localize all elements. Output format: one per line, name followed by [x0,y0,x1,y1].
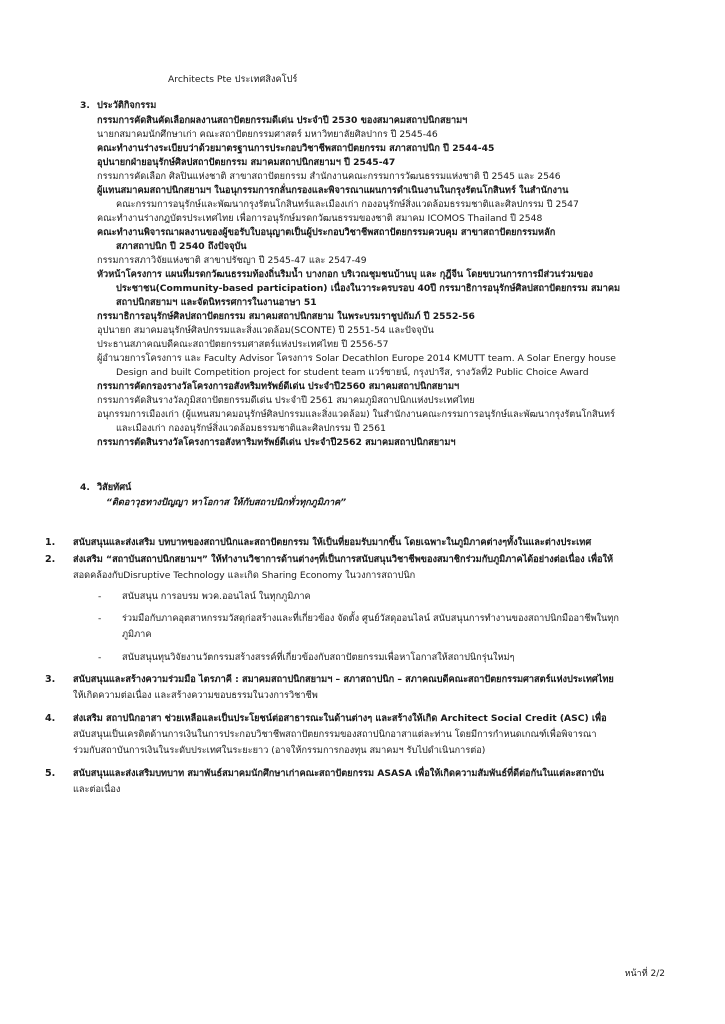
activity-line: สภาสถาปนิก ปี 2540 ถึงปัจจุบัน [116,241,247,252]
bullet-line: สนับสนุน การอบรม พวค.ออนไลน์ ในทุกภูมิภาค [122,591,311,602]
policy-number: 5. [45,768,56,779]
section3-number: 3. [80,100,90,111]
policy-line: สนับสนุนเป็นเครดิตด้านการเงินในการประกอบวิชาชีพสถาปัตยกรรมของสถาปนิกอาสาแต่ละท่าน โดยมีการกำหนดเกณฑ์เพื่อพิจารณา [73,729,597,740]
activity-line: คณะทำงานพิจารณาผลงานของผู้ขอรับใบอนุญาตเป็นผู้ประกอบวิชาชีพสถาปัตยกรรมควบคุม สาขาสถาปัตยกรรมหลัก [97,227,556,238]
policy-number: 3. [45,674,56,685]
activity-line: กรรมาธิการอนุรักษ์ศิลปสถาปัตยกรรม สมาคมสถาปนิกสยาม ในพระบรมราชูปถัมภ์ ปี 2552-56 [97,311,475,322]
activity-line: กรรมการคัดสินรางวัลภูมิสถาปัตยกรรมดีเด่น ประจำปี 2561 สมาคมภูมิสถาปนิกแห่งประเทศไทย [97,395,475,406]
vision-quote: “ติดอาวุธทางปัญญา หาโอกาส ให้กับสถาปนิกทั่วทุกภูมิภาค” [106,497,347,508]
bullet-dash: - [98,652,102,663]
activity-line: ผู้อำนวยการโครงการ และ Faculty Advisor โครงการ Solar Decathlon Europe 2014 KMUTT team. A Solar Energy house [97,353,616,364]
section3-heading: ประวัติกิจกรรม [97,100,157,111]
activity-line: ประชาชน(Community-based participation) เนื่องในวาระครบรอบ 40ปี กรรมาธิการอนุรักษ์ศิลปสถาปัตยกรรม สมาคม [116,283,621,294]
policy-line: ให้เกิดความต่อเนื่อง และสร้างความขอบธรรมในวงการวิชาชีพ [73,690,318,701]
activity-line: อุปนายก สมาคมอนุรักษ์ศิลปกรรมและสิ่งแวดล้อม(SCONTE) ปี 2551-54 และปัจจุบัน [97,325,434,336]
bullet-line: สนับสนุนทุนวิจัยงานวัตกรรมสร้างสรรค์ที่เกี่ยวข้องกับสถาปัตยกรรมเพื่อหาโอกาสให้สถาปนิกรุ่นใหม่ๆ [122,652,515,663]
policy-line: สนับสนุนและสร้างความร่วมมือ ไตรภาคี : สมาคมสถาปนิกสยามฯ – สภาสถาปนิก – สภาคณบดีคณะสถาปัตยกรรมศาสตร์แห่งประเทศไทย [73,674,614,685]
section4-number: 4. [80,482,90,493]
section4-heading: วิสัยทัศน์ [97,482,132,493]
policy-line: สนับสนุนและส่งเสริมบทบาท สมาพันธ์สมาคมนักศึกษาเก่าคณะสถาปัตยกรรม ASASA เพื่อให้เกิดความสัมพันธ์ที่ดีต่อกันในแต่ละสถาบัน [73,768,605,779]
activity-line: คณะกรรมการอนุรักษ์และพัฒนากรุงรัตนโกสินทร์และเมืองเก่า กองอนุรักษ์สิ่งแวดล้อมธรรมชาติและศิลปกรรม ปี 2547 [116,199,579,210]
policy-line: ร่วมกับสถาบันการเงินในระดับประเทศในระยะยาว (อาจให้กรรมการกองทุน สมาคมฯ รับไปดำเนินการต่อ) [73,745,486,756]
activity-line: คณะทำงานร่างกฎบัตรประเทศไทย เพื่อการอนุรักษ์มรดกวัฒนธรรมของชาติ สมาคม ICOMOS Thailand ปี 2548 [97,213,543,224]
policy-number: 4. [45,713,56,724]
activity-line: และเมืองเก่า กองอนุรักษ์สิ่งแวดล้อมธรรมชาติและศิลปกรรม ปี 2561 [116,423,386,434]
bullet-line: ร่วมมือกับภาคอุตสาหกรรมวัสดุก่อสร้างและที่เกี่ยวข้อง จัดตั้ง ศูนย์วัสดุออนไลน์ สนับสนุนการทำงานของสถาปนิกมืออาชีพในทุก [122,613,619,624]
policy-line: สนับสนุนและส่งเสริม บทบาทของสถาปนิกและสถาปัตยกรรม ให้เป็นที่ยอมรับมากขึ้น โดยเฉพาะในภูมิภาคต่างๆทั้งในและต่างประเทศ [73,537,592,548]
activity-line: สถาปนิกสยามฯ และจัดนิทรรศการในงานอาษา 51 [116,297,317,308]
policy-line: และต่อเนื่อง [73,784,121,795]
policy-number: 2. [45,554,56,565]
activity-line: อุปนายกฝ่ายอนุรักษ์ศิลปสถาปัตยกรรม สมาคมสถาปนิกสยามฯ ปี 2545-47 [97,157,396,168]
activity-line: กรรมการคัดสินคัดเลือกผลงานสถาปัตยกรรมดีเด่น ประจำปี 2530 ของสมาคมสถาปนิกสยามฯ [97,115,468,126]
activity-line: กรรมการสภาวิจัยแห่งชาติ สาขาปรัชญา ปี 2545-47 และ 2547-49 [97,255,367,266]
activity-line: กรรมการคัดกรองรางวัลโครงการอสังหริมทรัพย์ดีเด่น ประจำปี2560 สมาคมสถาปนิกสยามฯ [97,381,460,392]
bullet-dash: - [98,613,102,624]
policy-line: สอดคล้องกับDisruptive Technology และเกิด Sharing Economy ในวงการสถาปนิก [73,570,416,581]
activity-line: ประธานสภาคณบดีคณะสถาปัตยกรรมศาสตร์แห่งประเทศไทย ปี 2556-57 [97,339,389,350]
activity-line: ผู้แทนสมาคมสถาปนิกสยามฯ ในอนุกรรมการกลั่นกรองและพิจารณาแผนการดำเนินงานในกรุงรัตนโกสินทร์ ในสำนักงาน [97,185,569,196]
activity-line: กรรมการตัดสินรางวัลโครงการอสังหาริมทรัพย์ดีเด่น ประจำปี2562 สมาคมสถาปนิกสยามฯ [97,437,456,448]
intro-line: Architects Pte ประเทศสิงคโปร์ [168,74,298,85]
bullet-dash: - [98,591,102,602]
policy-number: 1. [45,537,56,548]
policy-line: ส่งเสริม “สถาบันสถาปนิกสยามฯ” ให้ทำงานวิชาการด้านต่างๆที่เป็นการสนับสนุนวิชาชีพของสมาชิกร่วมกับภูมิภาคได้อย่างต่อเนื่อง เพื่อให้ [73,554,614,565]
activity-line: นายกสมาคมนักศึกษาเก่า คณะสถาปัตยกรรมศาสตร์ มหาวิทยาลัยศิลปากร ปี 2545-46 [97,129,438,140]
policy-line: ส่งเสริม สถาปนิกอาสา ช่วยเหลือและเป็นประโยชน์ต่อสาธารณะในด้านต่างๆ และสร้างให้เกิด Architect Social Credit (ASC) เพื่อ [73,713,607,724]
bullet-line: ภูมิภาค [122,629,152,640]
activity-line: หัวหน้าโครงการ แผนที่มรดกวัฒนธรรมท้องถิ่นริมน้ำ บางกอก บริเวณชุมชนบ้านบุ และ กุฎีจีน โดยขบวนการการมีส่วนร่วมของ [97,269,594,280]
page-number: หน้าที่ 2/2 [624,969,665,979]
activity-line: อนุกรรมการเมืองเก่า (ผู้แทนสมาคมอนุรักษ์ศิลปกรรมและสิ่งแวดล้อม) ในสำนักงานคณะกรรมการอนุรักษ์และพัฒนากรุงรัตนโกสินทร์ [97,409,615,420]
activity-line: Design and built Competition project for student team แวร์ซายน์, กรุงปารีส, รางวัลที่2 Public Choice Award [116,367,589,378]
activity-line: คณะทำงานร่างระเบียบว่าด้วยมาตรฐานการประกอบวิชาชีพสถาปัตยกรรม สภาสถาปนิก ปี 2544-45 [97,143,495,154]
activity-line: กรรมการคัดเลือก ศิลปินแห่งชาติ สาขาสถาปัตยกรรม สำนักงานคณะกรรมการวัฒนธรรมแห่งชาติ ปี 2545 และ 2546 [97,171,561,182]
